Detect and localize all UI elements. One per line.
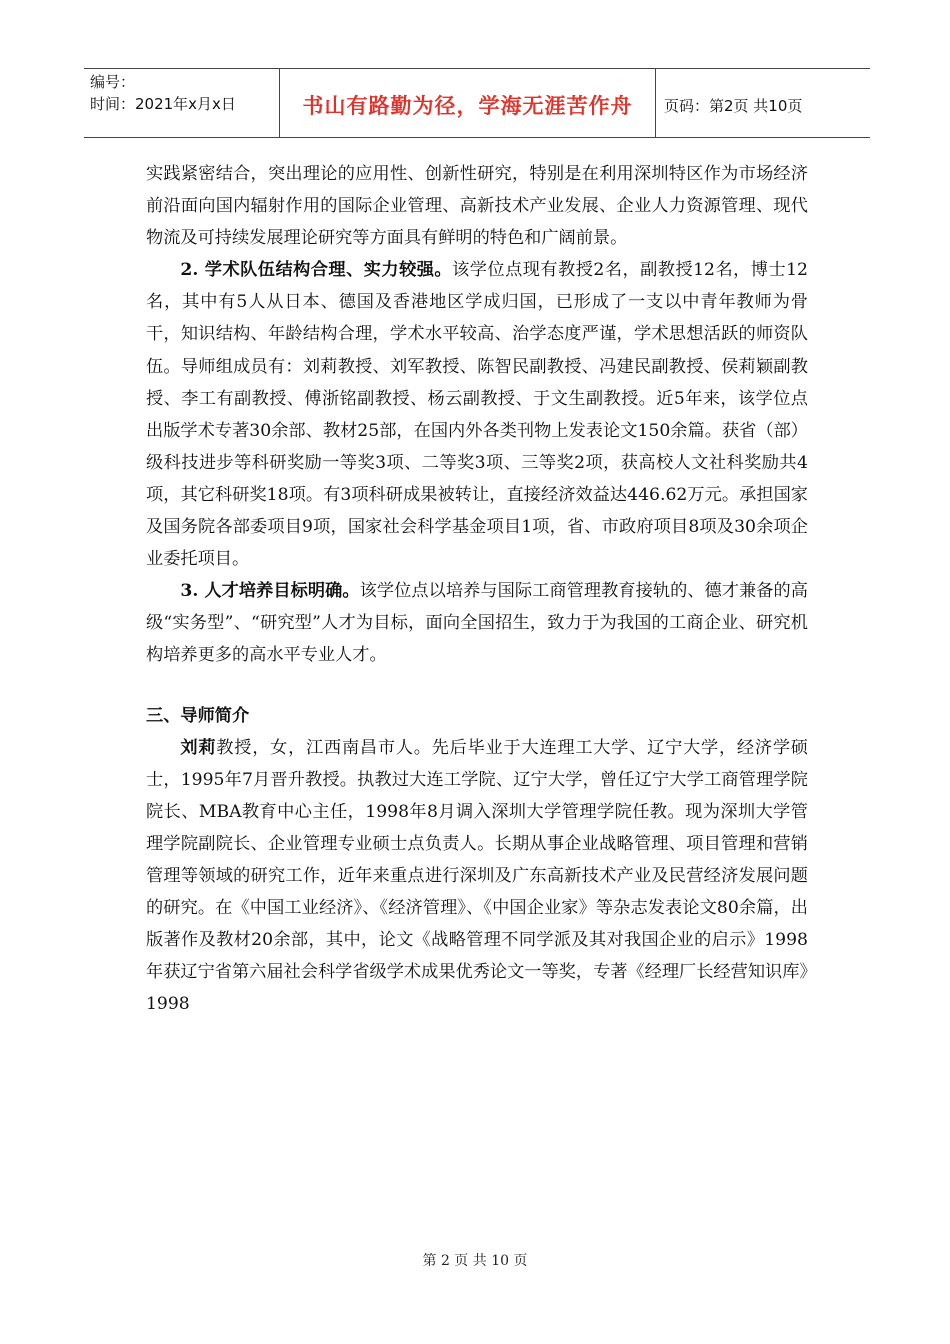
- section-gap: [146, 672, 808, 700]
- header-meta: [84, 69, 280, 137]
- paragraph-3-heading: 3. 人才培养目标明确。: [180, 581, 360, 602]
- paragraph-2: [146, 254, 808, 575]
- document-number-label: 编号：: [90, 73, 136, 91]
- paragraph-4-text: 教授，女，江西南昌市人。先后毕业于大连理工大学、辽宁大学，经济学硕士，1995年7月晋升教授。执教过大连工学院、辽宁大学，曾任辽宁大学工商管理学院院长、MBA教育中心主任，1998年8月调入深圳大学管理学院任教。现为深圳大学管理学院副院长、企业管理专业硕士点负责人。长期从事企业战略管理、项目管理和营销管理等领域的研究工作，近年来重点进行深圳及广东高新技术产业及民营经济发展问题的研究。在《中国工业经济》、《经济管理》、《中国企业家》等杂志发表论文80余篇，出版著作及教材20余部，其中，论文《战略管理不同学派及其对我国企业的启示》1998年获辽宁省第六届社会科学省级学术成果优秀论文一等奖，专著《经理厂长经营知识库》1998: [146, 737, 808, 1015]
- document-body: [146, 158, 808, 1020]
- page-header: [84, 68, 870, 138]
- advisor-name: 刘莉: [180, 737, 217, 758]
- document-date-label: 时间：2021年x月x日: [90, 95, 236, 113]
- paragraph-2-heading: 2. 学术队伍结构合理、实力较强。: [180, 260, 453, 281]
- paragraph-1: 实践紧密结合，突出理论的应用性、创新性研究，特别是在利用深圳特区作为市场经济前沿面向国内辐射作用的国际企业管理、高新技术产业发展、企业人力资源管理、现代物流及可持续发展理论研究等方面具有鲜明的特色和广阔前景。: [146, 164, 808, 249]
- page-footer: 第 2 页 共 10 页: [422, 1253, 528, 1269]
- paragraph-3-text: 该学位点以培养与国际工商管理教育接轨的、德才兼备的高级“实务型”、“研究型”人才为目标，面向全国招生，致力于为我国的工商企业、研究机构培养更多的高水平专业人才。: [146, 581, 808, 666]
- paragraph-2-text: 该学位点现有教授2名，副教授12名，博士12名，其中有5人从日本、德国及香港地区学成归国，已形成了一支以中青年教师为骨干，知识结构、年龄结构合理，学术水平较高、治学态度严谨，学术思想活跃的师资队伍。导师组成员有：刘莉教授、刘军教授、陈智民副教授、冯建民副教授、侯莉颖副教授、李工有副教授、傅浙铭副教授、杨云副教授、于文生副教授。近5年来，该学位点出版学术专著30余部、教材25部，在国内外各类刊物上发表论文150余篇。获省（部）级科技进步等科研奖励一等奖3项、二等奖3项、三等奖2项，获高校人文社科奖励共4项，其它科研奖18项。有3项科研成果被转让，直接经济效益达446.62万元。承担国家及国务院各部委项目9项，国家社会科学基金项目1项，省、市政府项目8项及30余项企业委托项目。: [146, 260, 808, 570]
- section-3-title: 三、导师简介: [146, 705, 250, 726]
- paragraph-3: [146, 575, 808, 671]
- paragraph-4: [146, 732, 808, 1021]
- header-motto: 书山有路勤为径，学海无涯苦作舟: [280, 69, 656, 137]
- header-page-label: 页码：第2页 共10页: [664, 96, 803, 115]
